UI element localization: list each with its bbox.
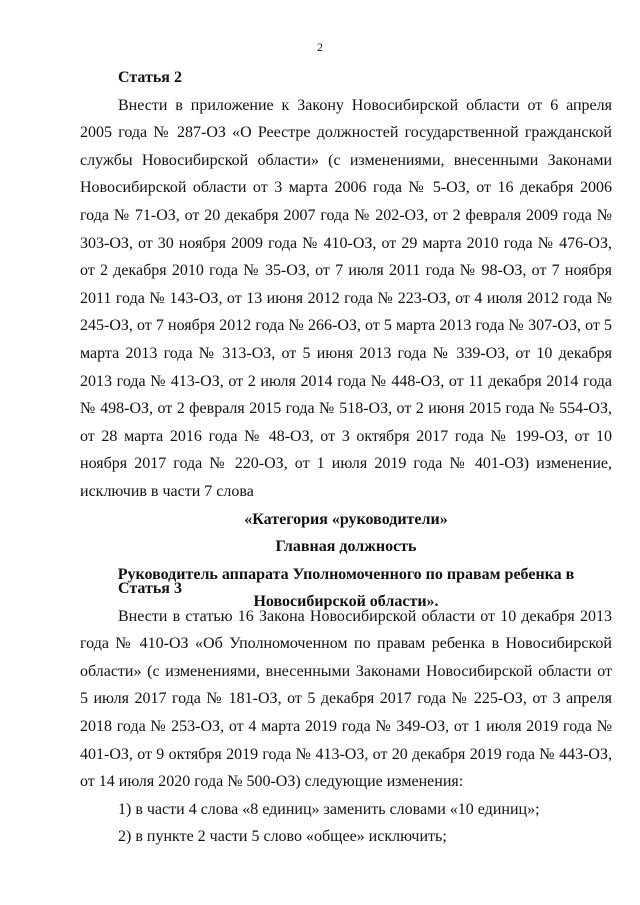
article-2-quote-line-3: Руководитель аппарата Уполномоченного по правам ребенка в	[117, 565, 575, 583]
article-3-body: Внести в статью 16 Закона Новосибирской области от 10 декабря 2013 года № 410-ОЗ «Об Уполномоченном по правам ребенка в Новосибирской области» (с изменениями, внесенными Законами Новосибирской области от 5 июля 2017 года № 181-ОЗ, от 5 декабря 2017 года № 225-ОЗ, от 3 апреля 2018 года № 253-ОЗ, от 4 марта 2019 года № 349-ОЗ, от 1 июля 2019 года № 401-ОЗ, от 9 октября 2019 года № 413-ОЗ, от 20 декабря 2019 года № 443-ОЗ, от 14 июля 2020 года № 500-ОЗ) следующие изменения:	[80, 607, 612, 791]
article-3	[80, 575, 612, 851]
article-2-quote-line-1: «Категория «руководители»	[244, 510, 448, 528]
article-3-item-1: 1) в части 4 слова «8 единиц» заменить словами «10 единиц»;	[118, 800, 540, 818]
article-3-item-2: 2) в пункте 2 части 5 слово «общее» исключить;	[118, 828, 447, 846]
article-2-quote-line-4: Новосибирской области».	[253, 593, 439, 611]
article-3-heading: Статья 3	[118, 580, 182, 597]
article-2	[80, 64, 612, 616]
article-2-heading: Статья 2	[118, 69, 182, 86]
article-2-body: Внести в приложение к Закону Новосибирской области от 6 апреля 2005 года № 287-ОЗ «О Реестре должностей государственной гражданской службы Новосибирской области» (с изменениями, внесенными Законами Новосибирской области от 3 марта 2006 года № 5-ОЗ, от 16 декабря 2006 года № 71-ОЗ, от 20 декабря 2007 года № 202-ОЗ, от 2 февраля 2009 года № 303-ОЗ, от 30 ноября 2009 года № 410-ОЗ, от 29 марта 2010 года № 476-ОЗ, от 2 декабря 2010 года № 35-ОЗ, от 7 июля 2011 года № 98-ОЗ, от 7 ноября 2011 года № 143-ОЗ, от 13 июня 2012 года № 223-ОЗ, от 4 июля 2012 года № 245-ОЗ, от 7 ноября 2012 года № 266-ОЗ, от 5 марта 2013 года № 307-ОЗ, от 5 марта 2013 года № 313-ОЗ, от 5 июня 2013 года № 339-ОЗ, от 10 декабря 2013 года № 413-ОЗ, от 2 июля 2014 года № 448-ОЗ, от 11 декабря 2014 года № 498-ОЗ, от 2 февраля 2015 года № 518-ОЗ, от 2 июня 2015 года № 554-ОЗ, от 28 марта 2016 года № 48-ОЗ, от 3 октября 2017 года № 199-ОЗ, от 10 ноября 2017 года № 220-ОЗ, от 1 июля 2019 года № 401-ОЗ) изменение, исключив в части 7 слова	[80, 96, 612, 500]
page-number: 2	[317, 40, 323, 54]
article-2-quote-line-2: Главная должность	[275, 538, 417, 556]
